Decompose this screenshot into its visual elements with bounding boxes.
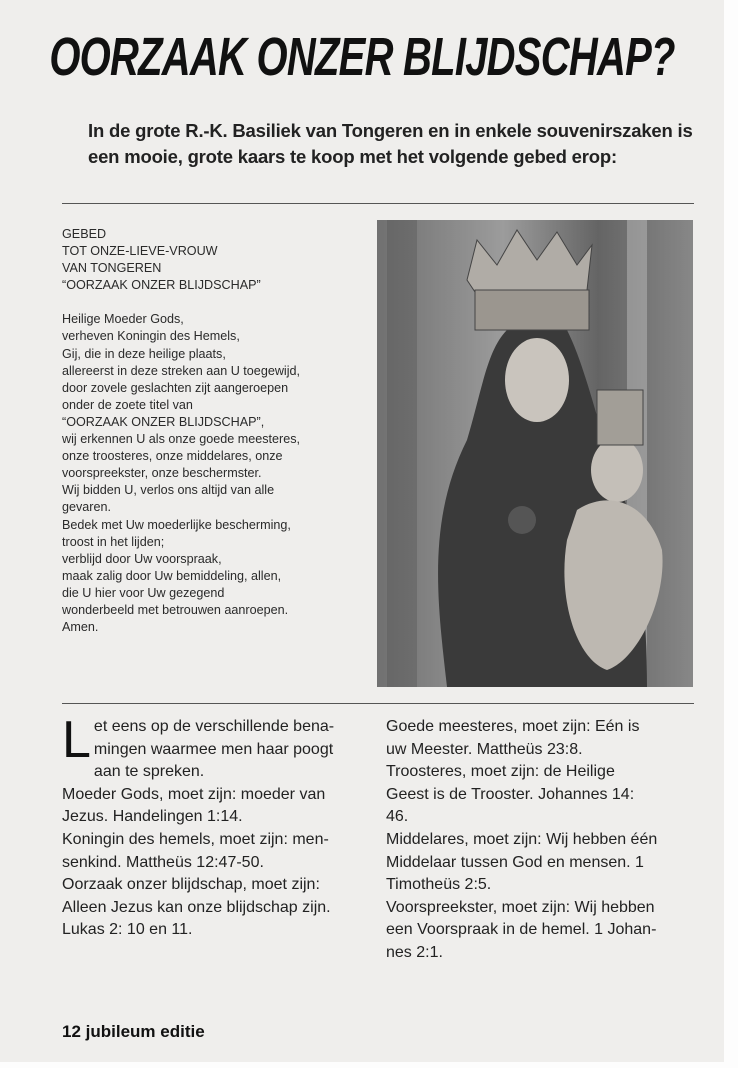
prayer-line: gevaren. bbox=[62, 500, 112, 515]
prayer-line: troost in het lijden; bbox=[62, 534, 165, 549]
prayer-line: allereerst in deze streken aan U toegewijd, bbox=[62, 363, 301, 378]
prayer-heading-line: TOT ONZE-LIEVE-VROUW bbox=[62, 244, 218, 259]
page-number: 12 bbox=[62, 1022, 81, 1041]
article-line: Middelaar tussen God en mensen. 1 bbox=[386, 853, 644, 871]
article-line: Alleen Jezus kan onze blijdschap zijn. bbox=[62, 898, 331, 916]
article-line: uw Meester. Mattheüs 23:8. bbox=[386, 740, 583, 758]
article-line: mingen waarmee men haar poogt bbox=[93, 740, 334, 758]
prayer-line: Gij, die in deze heilige plaats, bbox=[62, 346, 226, 361]
article-line: een Voorspraak in de hemel. 1 Johan- bbox=[386, 921, 657, 939]
article-line: Middelares, moet zijn: Wij hebben één bbox=[386, 830, 658, 848]
article-line: Lukas 2: 10 en 11. bbox=[62, 921, 193, 939]
prayer-heading-line: GEBED bbox=[62, 227, 107, 241]
prayer-line: onze troosteres, onze middelares, onze bbox=[62, 449, 283, 464]
prayer-heading-line: “OORZAAK ONZER BLIJDSCHAP” bbox=[62, 278, 261, 293]
article-line: Timotheüs 2:5. bbox=[386, 876, 492, 894]
article-line: nes 2:1. bbox=[386, 943, 443, 961]
intro-text: In de grote R.-K. Basiliek van Tongeren en in enkele souvenirszaken is een mooie, grote kaars te koop met het volgende gebed erop: bbox=[88, 120, 693, 167]
article-line: Moeder Gods, moet zijn: moeder van bbox=[62, 785, 326, 803]
prayer-text bbox=[62, 226, 372, 636]
article-column-right bbox=[386, 716, 696, 965]
prayer-line: wij erkennen U als onze goede meesteres, bbox=[62, 432, 301, 447]
article-line: Koningin des hemels, moet zijn: men- bbox=[62, 830, 329, 848]
prayer-line: onder de zoete titel van bbox=[62, 397, 193, 412]
prayer-line: voorspreekster, onze beschermster. bbox=[62, 466, 262, 481]
drop-cap: L bbox=[62, 711, 91, 769]
prayer-heading-line: VAN TONGEREN bbox=[62, 261, 162, 276]
prayer-line: “OORZAAK ONZER BLIJDSCHAP”, bbox=[62, 414, 265, 429]
prayer-line: verheven Koningin des Hemels, bbox=[62, 329, 240, 344]
divider bbox=[62, 203, 694, 204]
prayer-line: die U hier voor Uw gezegend bbox=[62, 585, 225, 600]
prayer-line: Bedek met Uw moederlijke bescherming, bbox=[62, 517, 291, 532]
divider bbox=[62, 703, 694, 704]
article-line: 46. bbox=[386, 808, 409, 826]
article-line: Oorzaak onzer blijdschap, moet zijn: bbox=[62, 876, 320, 894]
article-title: OORZAAK ONZER BLIJDSCHAP? bbox=[49, 27, 675, 87]
page-footer bbox=[62, 1022, 205, 1042]
article-line: et eens op de verschillende bena- bbox=[93, 718, 335, 735]
madonna-statue-photo bbox=[377, 220, 693, 687]
prayer-line: door zovele geslachten zijt aangeroepen bbox=[62, 380, 289, 395]
prayer-line: maak zalig door Uw bemiddeling, allen, bbox=[62, 568, 282, 583]
prayer-line: Amen. bbox=[62, 620, 99, 635]
article-column-left bbox=[62, 711, 372, 942]
article-line: Troosteres, moet zijn: de Heilige bbox=[386, 763, 615, 781]
prayer-line: Heilige Moeder Gods, bbox=[62, 312, 184, 327]
article-line: Geest is de Trooster. Johannes 14: bbox=[386, 785, 635, 803]
article-line: aan te spreken. bbox=[93, 763, 205, 781]
article-line: Jezus. Handelingen 1:14. bbox=[62, 808, 243, 826]
article-line: senkind. Mattheüs 12:47-50. bbox=[62, 853, 264, 871]
article-line: Voorspreekster, moet zijn: Wij hebben bbox=[386, 898, 655, 916]
prayer-line: verblijd door Uw voorspraak, bbox=[62, 551, 222, 566]
prayer-line: Wij bidden U, verlos ons altijd van alle bbox=[62, 483, 275, 498]
article-line: Goede meesteres, moet zijn: Eén is bbox=[386, 718, 640, 735]
publication-label: jubileum editie bbox=[85, 1022, 205, 1041]
prayer-line: wonderbeeld met betrouwen aanroepen. bbox=[62, 602, 289, 617]
